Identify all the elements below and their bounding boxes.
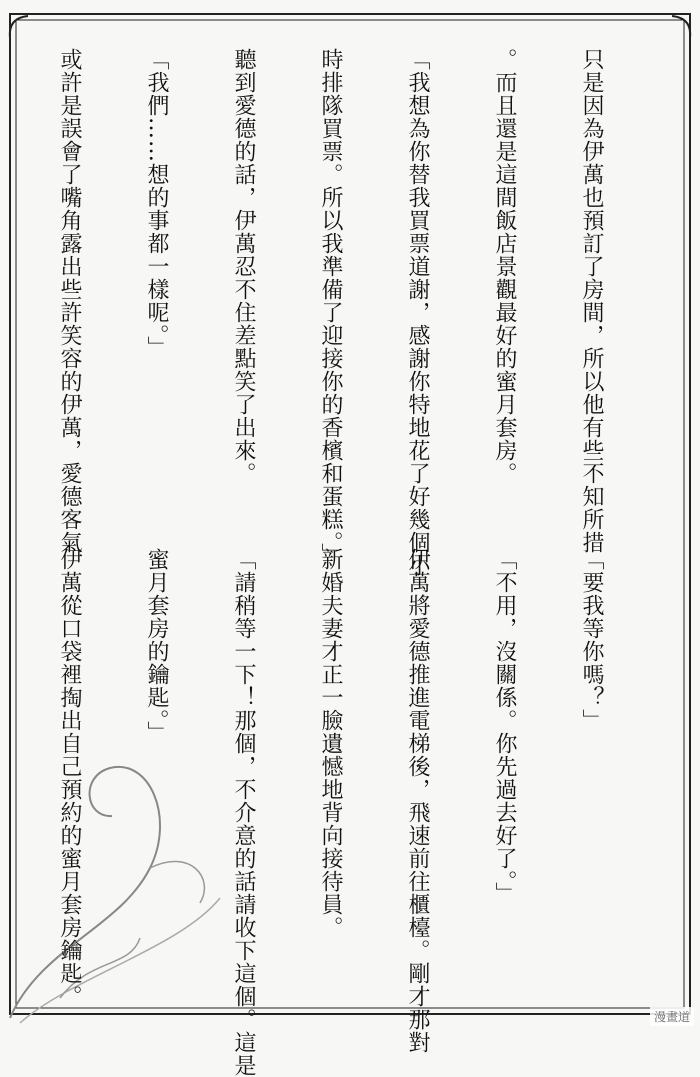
text-column: 伊萬將愛德推進電梯後，飛速前往櫃檯。剛才那對 — [405, 548, 430, 1054]
text-column: 伊萬從口袋裡掏出自己預約的蜜月套房鑰匙。 — [57, 548, 82, 1008]
text-column: 「我想為你替我買票道謝，感謝你特地花了好幾個小 — [405, 48, 430, 577]
text-column: 「請稍等一下！那個，不介意的話請收下這個。這是 — [231, 548, 256, 1077]
lower-text-block — [0, 548, 664, 1077]
watermark: 漫畫道 — [650, 1007, 694, 1026]
text-column: 「我們……想的事都一樣呢。」 — [144, 48, 169, 359]
text-column: 「不用，沒關係。你先過去好了。」 — [492, 548, 517, 905]
text-column: 時排隊買票。所以我準備了迎接你的香檳和蛋糕。」 — [318, 48, 343, 566]
text-column: 蜜月套房的鑰匙。」 — [144, 548, 169, 744]
text-column: 新婚夫妻才正一臉遺憾地背向接待員。 — [318, 548, 343, 939]
text-column: 聽到愛德的話，伊萬忍不住差點笑了出來。 — [231, 48, 256, 485]
text-column: 或許是誤會了嘴角露出些許笑容的伊萬，愛德客氣 — [57, 48, 82, 554]
text-column: 「要我等你嗎？」 — [579, 548, 604, 732]
text-column: 只是因為伊萬也預訂了房間，所以他有些不知所措 — [579, 48, 604, 554]
upper-text-block — [0, 48, 664, 577]
text-column: 。而且還是這間飯店景觀最好的蜜月套房。 — [492, 48, 517, 485]
